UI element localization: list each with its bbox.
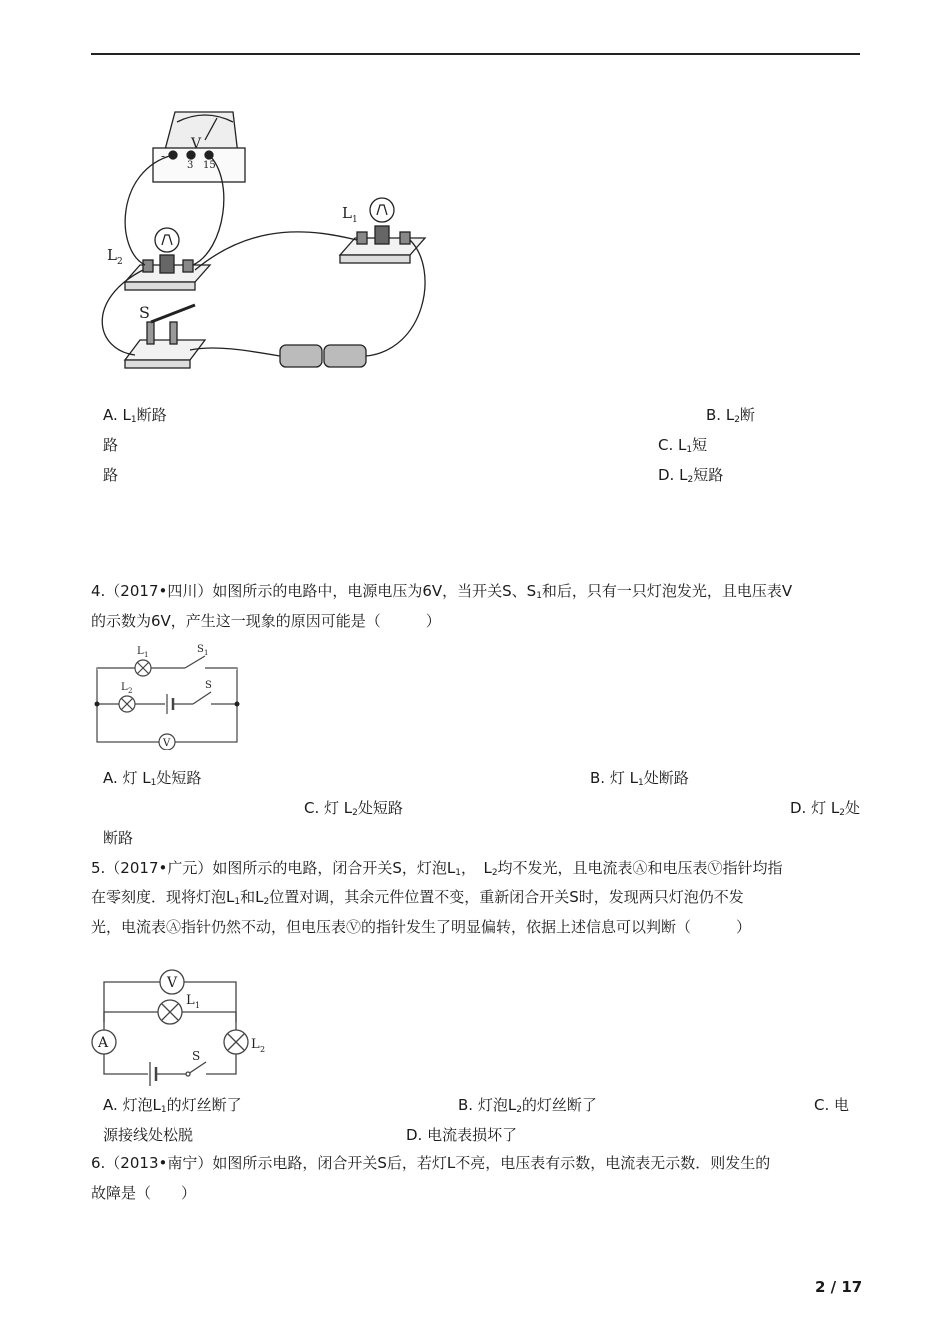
q4-circuit-figure: [93, 640, 243, 750]
q5-l2-sub: 2: [260, 1045, 266, 1054]
q5-l1-label: L: [186, 993, 195, 1008]
q4-l1-label: L: [137, 646, 144, 657]
q4-line1: 4.（2017•四川）如图所示的电路中，电源电压为6V，当开关S、$S_1$和后，只有一只灯泡发光，且电压表V: [91, 582, 793, 601]
q3-option-c-wrap: 路: [103, 466, 119, 484]
q4-option-b[interactable]: B. 灯 $L_1$处断路: [590, 769, 689, 788]
q3-l1-label: L: [342, 204, 352, 222]
q4-l2-sub: 2: [128, 687, 133, 695]
q3-option-b[interactable]: B. $L_2$断: [706, 406, 755, 425]
q4-option-d-wrap: 断路: [103, 829, 134, 847]
q5-option-d[interactable]: D. 电流表损坏了: [406, 1126, 518, 1144]
page-number: 2 / 17: [815, 1278, 863, 1296]
q4-line2: 的示数为6V，产生这一现象的原因可能是（ ）: [91, 612, 441, 630]
q3-terminal-15: 15: [203, 160, 216, 171]
q5-circuit-figure: [88, 962, 278, 1087]
q5-l1-sub: 1: [195, 1001, 201, 1010]
q5-s-label: S: [192, 1049, 201, 1063]
q3-option-a[interactable]: A. $L_1$断路: [103, 406, 167, 425]
q5-option-c-wrap: 源接线处松脱: [103, 1126, 194, 1144]
q3-circuit-figure: [95, 100, 435, 380]
q6-line1: 6.（2013•南宁）如图所示电路，闭合开关S后，若灯L不亮，电压表有示数，电流表无示数．则发生的: [91, 1154, 771, 1172]
q3-l2-label: L: [107, 246, 117, 264]
q5-line3: 光，电流表Ⓐ指针仍然不动，但电压表Ⓥ的指针发生了明显偏转，依据上述信息可以判断（ ）: [91, 918, 752, 936]
q5-line1: 5.（2017•广元）如图所示的电路，闭合开关S，灯泡$L_1$， $L_2$均不发光，且电流表Ⓐ和电压表Ⓥ指针均指: [91, 859, 783, 878]
q5-option-b[interactable]: B. 灯泡$L_2$的灯丝断了: [458, 1096, 597, 1115]
q3-l1-sub: 1: [352, 215, 358, 225]
q4-s1-label: S: [197, 644, 204, 655]
q3-terminal-minus: -: [161, 149, 166, 163]
q3-l2-sub: 2: [117, 257, 123, 267]
q4-option-d[interactable]: D. 灯 $L_2$处: [790, 799, 860, 818]
q3-option-b-wrap: 路: [103, 436, 119, 454]
q4-v-label: V: [163, 738, 171, 749]
q3-option-c[interactable]: C. $L_1$短: [658, 436, 708, 455]
q5-v-label: V: [167, 975, 178, 991]
q4-option-a[interactable]: A. 灯 $L_1$处短路: [103, 769, 202, 788]
q5-a-label: A: [98, 1035, 109, 1051]
q4-s-label: S: [205, 680, 212, 691]
q4-s1-sub: 1: [204, 649, 209, 657]
q6-line2: 故障是（ ）: [91, 1184, 197, 1202]
q4-option-c[interactable]: C. 灯 $L_2$处短路: [304, 799, 403, 818]
q5-line2: 在零刻度．现将灯泡$L_1$和$L_2$位置对调，其余元件位置不变，重新闭合开关S时，发现两只灯泡仍不发: [91, 888, 744, 907]
q5-option-c[interactable]: C. 电: [814, 1096, 850, 1114]
q3-meter-label: V: [191, 136, 202, 152]
q4-l2-label: L: [121, 682, 128, 693]
q4-l1-sub: 1: [144, 651, 149, 659]
q3-option-d[interactable]: D. $L_2$短路: [658, 466, 724, 485]
q3-terminal-3: 3: [187, 160, 194, 171]
q3-switch-label: S: [139, 303, 150, 322]
q5-l2-label: L: [251, 1037, 260, 1052]
header-rule: [91, 53, 860, 55]
q5-option-a[interactable]: A. 灯泡$L_1$的灯丝断了: [103, 1096, 242, 1115]
